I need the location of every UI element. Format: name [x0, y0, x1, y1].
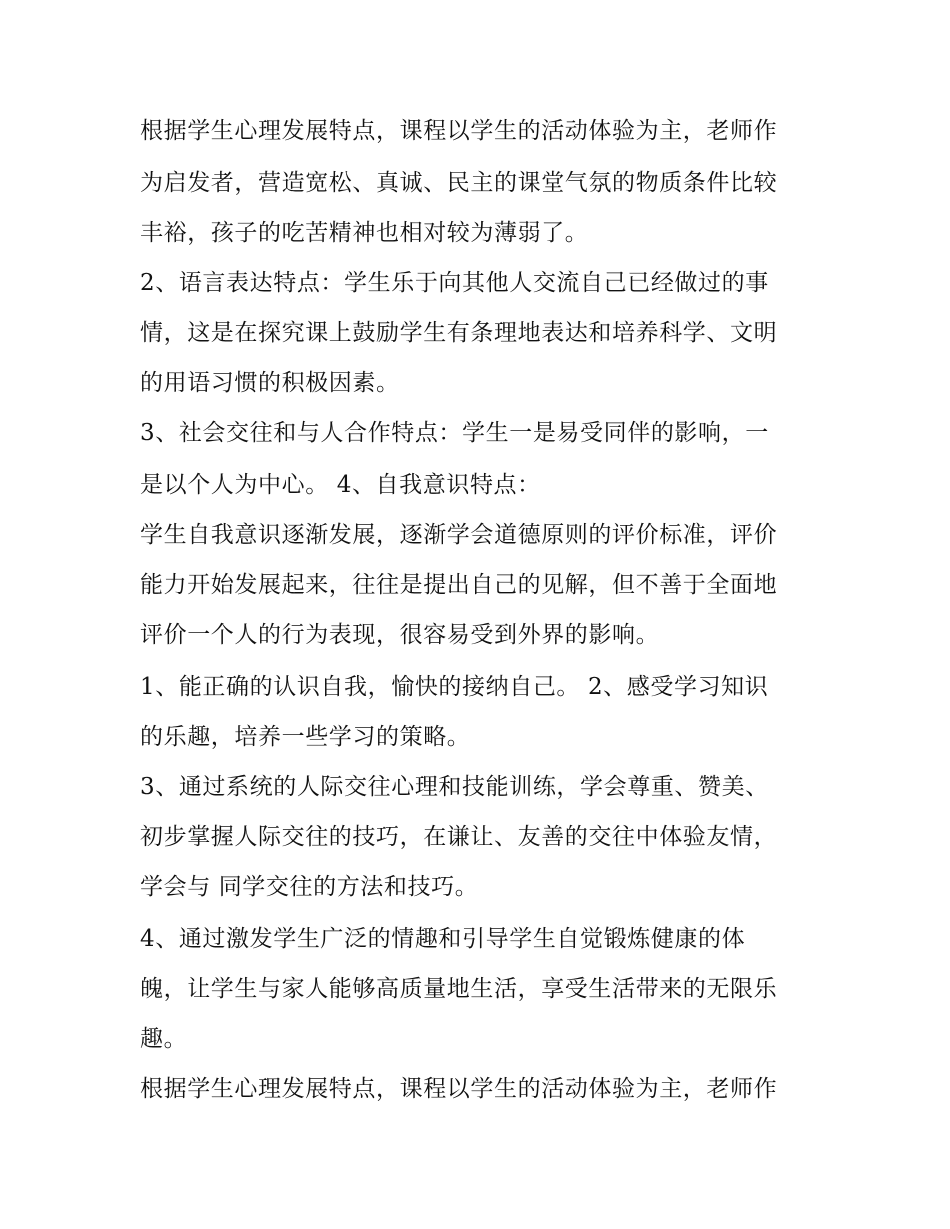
text-line: 2、语言表达特点：学生乐于向其他人交流自己已经做过的事 [140, 270, 769, 296]
text-line: 学生自我意识逐渐发展，逐渐学会道德原则的评价标准，评价 [140, 522, 778, 548]
text-line: 的用语习惯的积极因素。 [140, 370, 400, 396]
text-line: 趣。 [140, 1026, 188, 1052]
text-line: 学会与 同学交往的方法和技巧。 [140, 874, 479, 900]
text-line: 的乐趣，培养一些学习的策略。 [140, 724, 471, 750]
text-line: 初步掌握人际交往的技巧，在谦让、友善的交往中体验友情， [140, 824, 778, 850]
text-line: 是以个人为中心。 4、自我意识特点： [140, 472, 541, 498]
text-line: 3、社会交往和与人合作特点：学生一是易受同伴的影响，一 [140, 420, 769, 446]
text-line: 3、通过系统的人际交往心理和技能训练，学会尊重、赞美、 [140, 774, 769, 800]
text-line: 魄，让学生与家人能够高质量地生活，享受生活带来的无限乐 [140, 976, 778, 1002]
text-line: 根据学生心理发展特点，课程以学生的活动体验为主，老师作 [140, 118, 778, 144]
text-line: 评价一个人的行为表现，很容易受到外界的影响。 [140, 622, 660, 648]
text-line: 为启发者，营造宽松、真诚、民主的课堂气氛的物质条件比较 [140, 170, 778, 196]
text-line: 根据学生心理发展特点，课程以学生的活动体验为主，老师作 [140, 1076, 778, 1102]
text-line: 1、能正确的认识自我，愉快的接纳自己。 2、感受学习知识 [140, 674, 769, 700]
text-line: 丰裕，孩子的吃苦精神也相对较为薄弱了。 [140, 220, 589, 246]
text-line: 能力开始发展起来，往往是提出自己的见解，但不善于全面地 [140, 572, 778, 598]
text-line: 4、通过激发学生广泛的情趣和引导学生自觉锻炼健康的体 [140, 926, 746, 952]
text-line: 情，这是在探究课上鼓励学生有条理地表达和培养科学、文明 [140, 320, 778, 346]
